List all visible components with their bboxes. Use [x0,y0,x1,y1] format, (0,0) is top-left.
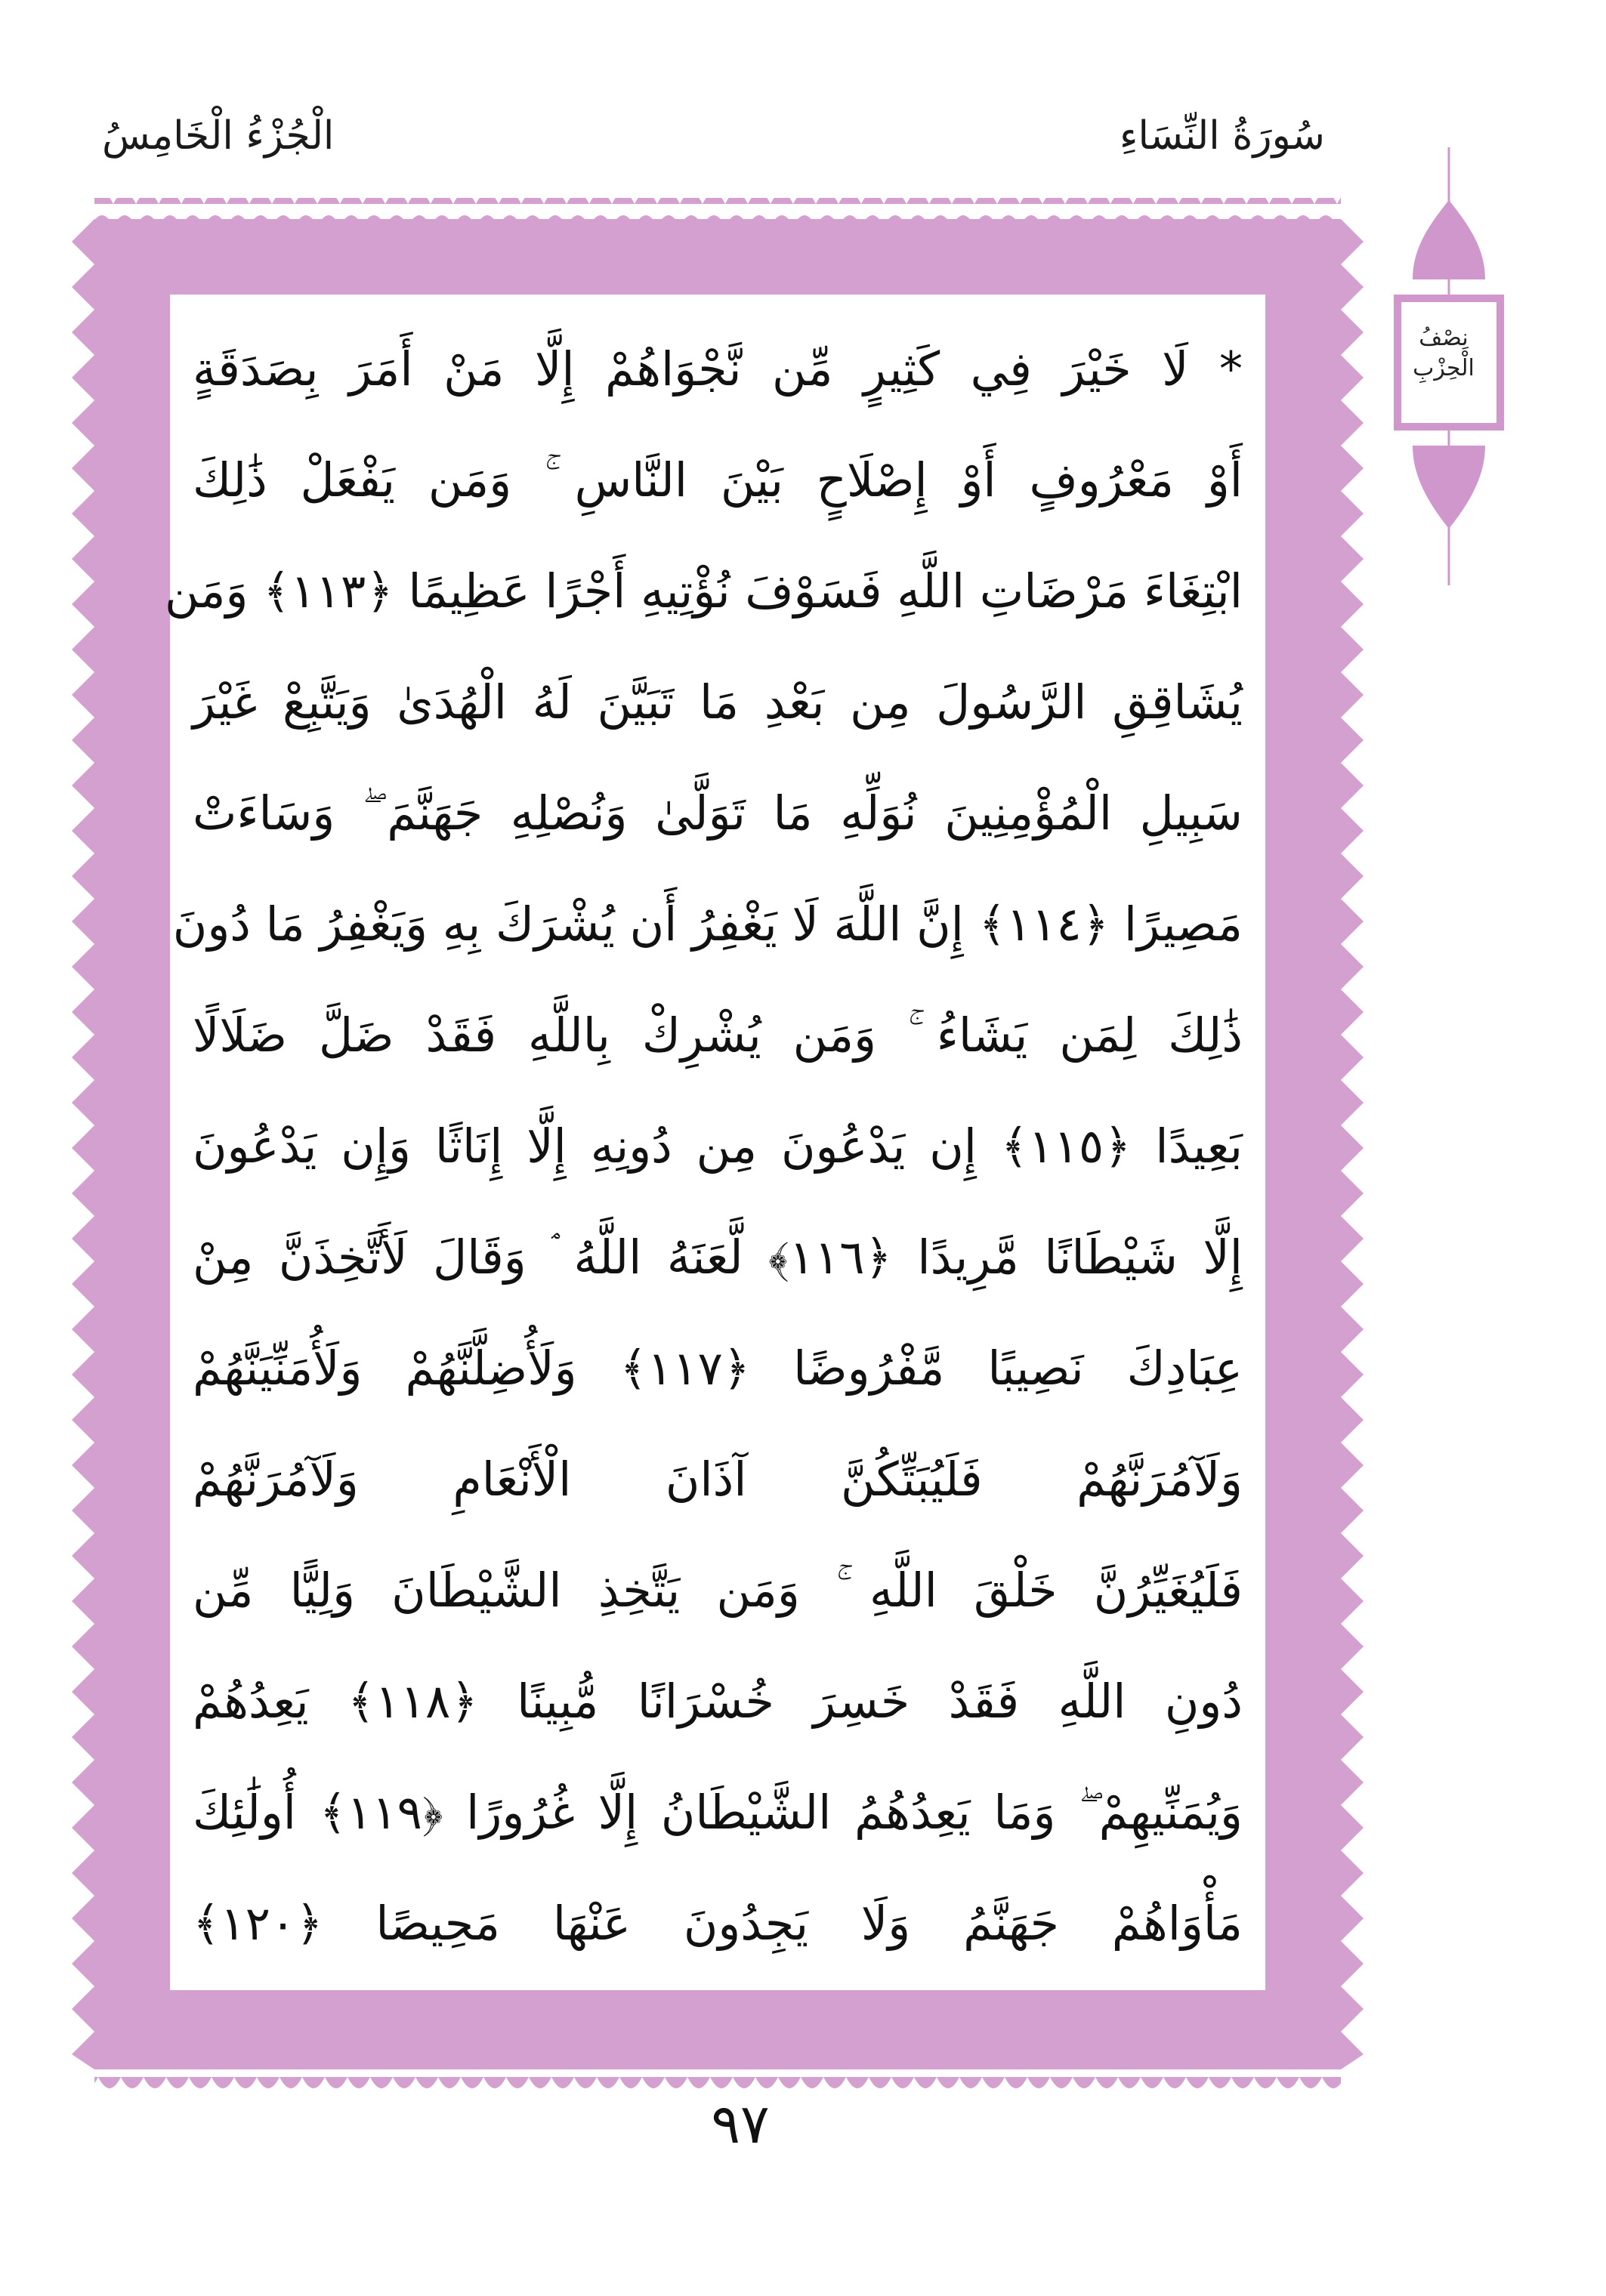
verse-line-14: وَيُمَنِّيهِمْ ۖ وَمَا يَعِدُهُمُ الشَّيْطَانُ إِلَّا غُرُورًا ﴿١١٩﴾ أُولَٰئِكَ [193,1785,1243,1840]
verse-line-3: ابْتِغَاءَ مَرْضَاتِ اللَّهِ فَسَوْفَ نُؤْتِيهِ أَجْرًا عَظِيمًا ﴿١١٣﴾ وَمَن [165,563,1243,619]
verse-line-7: ذَٰلِكَ لِمَن يَشَاءُ ۚ وَمَن يُشْرِكْ بِاللَّهِ فَقَدْ ضَلَّ ضَلَالًا [193,1008,1243,1063]
verse-line-4: يُشَاقِقِ الرَّسُولَ مِن بَعْدِ مَا تَبَيَّنَ لَهُ الْهُدَىٰ وَيَتَّبِعْ غَيْرَ [193,674,1243,730]
verse-line-9: إِلَّا شَيْطَانًا مَّرِيدًا ﴿١١٦﴾ لَّعَنَهُ اللَّهُ ۘ وَقَالَ لَأَتَّخِذَنَّ مِنْ [193,1230,1243,1285]
verse-line-11: وَلَآمُرَنَّهُمْ فَلَيُبَتِّكُنَّ آذَانَ الْأَنْعَامِ وَلَآمُرَنَّهُمْ [193,1452,1243,1507]
hizb-marker-label: نِصْفُ الْحِزْبِ [1413,325,1475,381]
verse-line-12: فَلَيُغَيِّرُنَّ خَلْقَ اللَّهِ ۚ وَمَن يَتَّخِذِ الشَّيْطَانَ وَلِيًّا مِّن [193,1563,1243,1618]
verse-line-15: مَأْوَاهُمْ جَهَنَّمُ وَلَا يَجِدُونَ عَنْهَا مَحِيصًا ﴿١٢٠﴾ [193,1896,1243,1951]
verse-line-6: مَصِيرًا ﴿١١٤﴾ إِنَّ اللَّهَ لَا يَغْفِرُ أَن يُشْرَكَ بِهِ وَيَغْفِرُ مَا دُونَ [172,896,1243,952]
verse-line-10: عِبَادِكَ نَصِيبًا مَّفْرُوضًا ﴿١١٧﴾ وَلَأُضِلَّنَّهُمْ وَلَأُمَنِّيَنَّهُمْ [193,1341,1243,1396]
verse-line-8: بَعِيدًا ﴿١١٥﴾ إِن يَدْعُونَ مِن دُونِهِ إِلَّا إِنَاثًا وَإِن يَدْعُونَ [193,1119,1243,1174]
verse-line-13: دُونِ اللَّهِ فَقَدْ خَسِرَ خُسْرَانًا مُّبِينًا ﴿١١٨﴾ يَعِدُهُمْ [193,1674,1243,1729]
verse-line-2: أَوْ مَعْرُوفٍ أَوْ إِصْلَاحٍ بَيْنَ النَّاسِ ۚ وَمَن يَفْعَلْ ذَٰلِكَ [193,452,1243,508]
header-juz-name: الْجُزْءُ الْخَامِسُ [102,113,335,159]
hizb-marker-bottom-dome [1413,446,1485,529]
header-surah-name: سُورَةُ النِّسَاءِ [1120,113,1325,159]
verse-line-5: سَبِيلِ الْمُؤْمِنِينَ نُوَلِّهِ مَا تَوَلَّىٰ وَنُصْلِهِ جَهَنَّمَ ۖ وَسَاءَتْ [193,785,1243,841]
verse-line-1: * لَا خَيْرَ فِي كَثِيرٍ مِّن نَّجْوَاهُمْ إِلَّا مَنْ أَمَرَ بِصَدَقَةٍ [193,341,1243,397]
hizb-marker-top-dome [1413,200,1485,279]
verse-lines [165,313,1243,1979]
page-number: ٩٧ [711,2092,770,2156]
